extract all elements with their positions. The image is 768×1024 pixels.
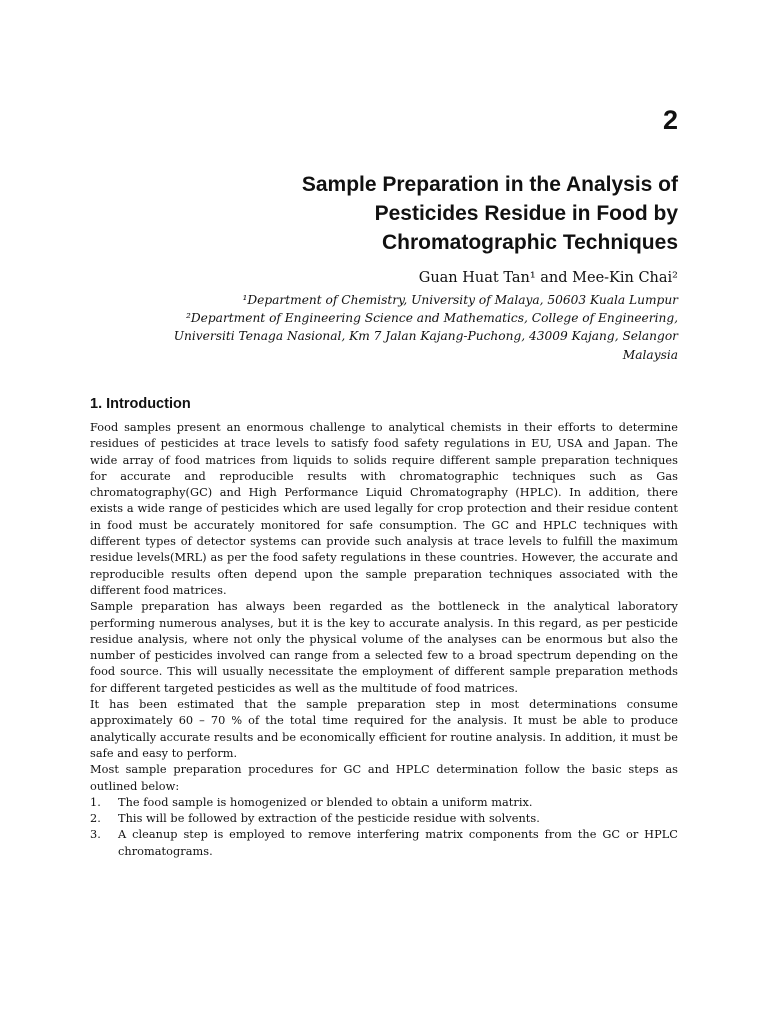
chapter-title <box>158 170 678 257</box>
list-item <box>90 795 678 811</box>
section-heading: 1. Introduction <box>90 396 191 412</box>
affiliation-line: ¹Department of Chemistry, University of Malaya, 50603 Kuala Lumpur <box>242 293 678 307</box>
list-item-text: This will be followed by extraction of the pesticide residue with solvents. <box>118 812 540 826</box>
document-page <box>90 0 678 1024</box>
affiliation-line: ²Department of Engineering Science and Mathematics, College of Engineering, <box>186 311 678 326</box>
list-item-number: 2. <box>90 812 101 826</box>
steps-list <box>90 795 678 860</box>
chapter-title-line: Pesticides Residue in Food by <box>374 202 678 225</box>
section-body <box>90 420 678 860</box>
list-item-text: A cleanup step is employed to remove interfering matrix components from the GC or HPLC chromatograms. <box>118 828 678 858</box>
list-item-text: The food sample is homogenized or blended to obtain a uniform matrix. <box>118 795 533 809</box>
list-item-number: 3. <box>90 828 101 842</box>
chapter-title-line: Sample Preparation in the Analysis of <box>301 173 678 196</box>
paragraph: Sample preparation has always been regarded as the bottleneck in the analytical laboratory performing numerous analyses, but it is the key to accurate analysis. In this regard, as per pesticide residue analysis, where not only the physical volume of the analyses can be enormous but also the number of pesticides involved can range from a selected few to a broad spectrum depending on the food source. This will usually necessitate the employment of different sample preparation methods for different targeted pesticides as well as the multitude of food matrices. <box>90 600 678 695</box>
affiliations <box>90 291 678 364</box>
list-item <box>90 827 678 860</box>
list-item-number: 1. <box>90 795 101 809</box>
paragraph: It has been estimated that the sample preparation step in most determinations consume approximately 60 – 70 % of the total time required for the analysis. It must be able to produce analytically accurate results and be economically efficient for routine analysis. In addition, it must be safe and easy to perform. <box>90 698 678 760</box>
paragraph: Food samples present an enormous challenge to analytical chemists in their efforts to determine residues of pesticides at trace levels to satisfy food safety regulations in EU, USA and Japan. The wide array of food matrices from liquids to solids require different sample preparation techniques for accurate and reproducible results with chromatographic techniques such as Gas chromatography(GC) and High Performance Liquid Chromatography (HPLC). In addition, there exists a wide range of pesticides which are used legally for crop protection and their residue content in food must be accurately monitored for safe consumption. The GC and HPLC techniques with different types of detector systems can provide such analysis at trace levels to fulfill the maximum residue levels(MRL) as per the food safety regulations in these countries. However, the accurate and reproducible results often depend upon the sample preparation techniques associated with the different food matrices. <box>90 421 678 597</box>
list-item <box>90 811 678 827</box>
chapter-title-line: Chromatographic Techniques <box>382 231 678 254</box>
authors: Guan Huat Tan¹ and Mee-Kin Chai² <box>418 270 678 286</box>
paragraph: Most sample preparation procedures for GC and HPLC determination follow the basic steps as outlined below: <box>90 763 678 793</box>
chapter-number: 2 <box>662 105 678 135</box>
affiliation-line: Universiti Tenaga Nasional, Km 7 Jalan Kajang-Puchong, 43009 Kajang, Selangor <box>173 329 678 344</box>
affiliation-line: Malaysia <box>622 347 678 362</box>
